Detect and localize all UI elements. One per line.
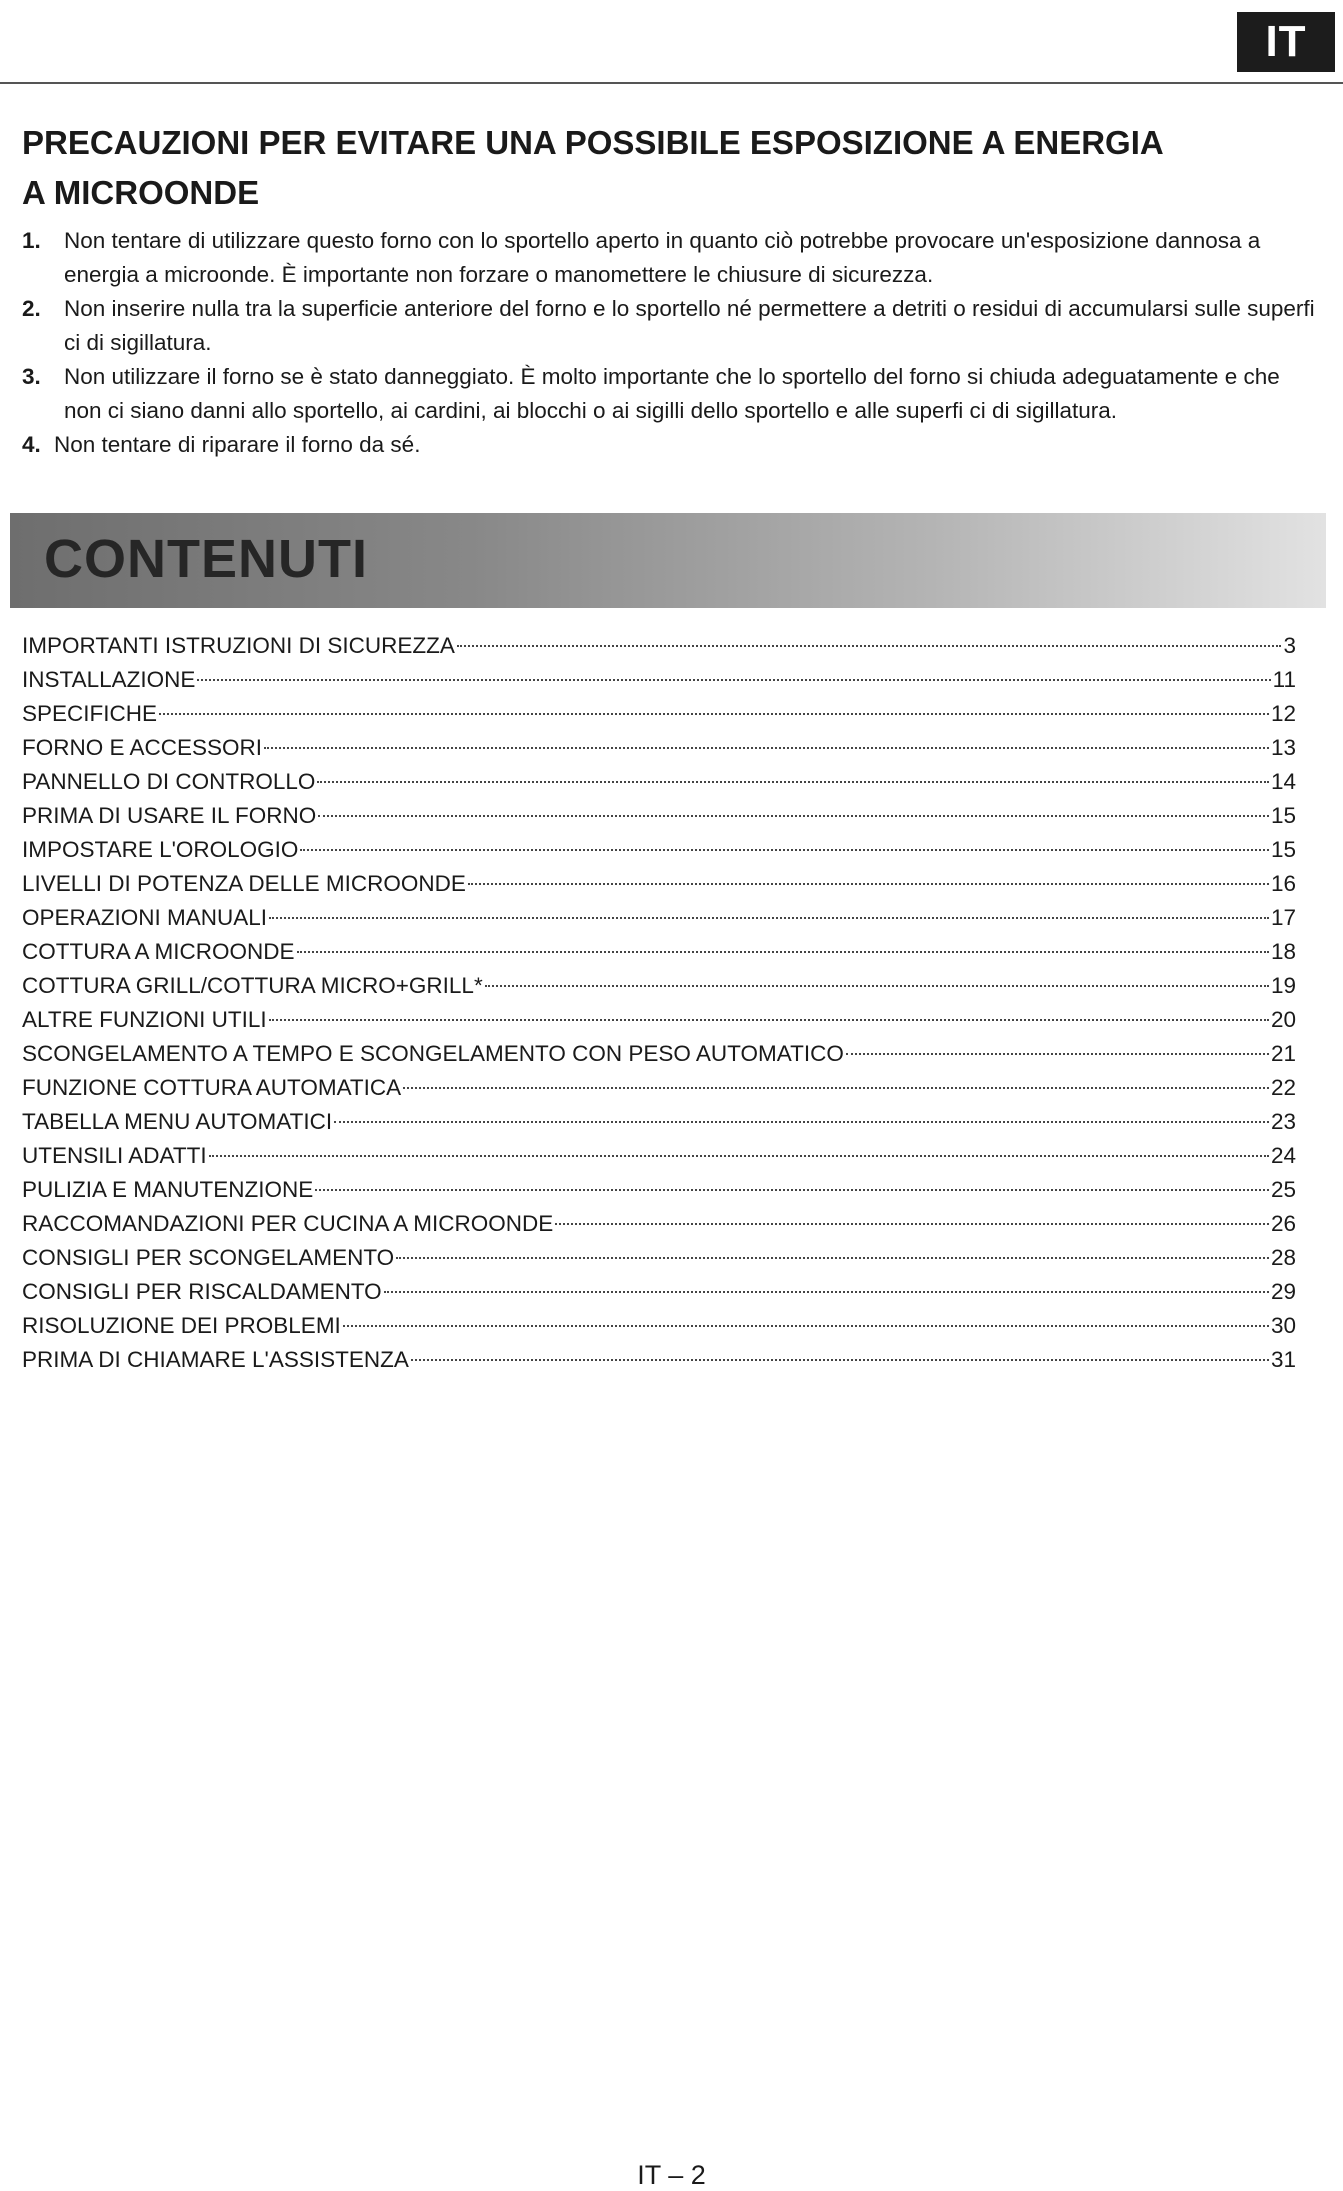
toc-entry-label: CONSIGLI PER RISCALDAMENTO: [22, 1279, 382, 1304]
toc-entry[interactable]: [22, 1241, 1296, 1275]
toc-entry[interactable]: [22, 1037, 1296, 1071]
toc-entry-page: 22: [1270, 1075, 1296, 1100]
precaution-text: Non tentare di utilizzare questo forno con lo sportello aperto in quanto ciò potrebbe provocare un'esposizione dannosa a energia a microonde. È importante non forzare o manomettere le chiusure di sicurezza.: [64, 228, 1261, 287]
precaution-item: [22, 224, 1322, 292]
toc-dot-leader: [159, 713, 1269, 715]
toc-dot-leader: [264, 747, 1269, 749]
toc-dot-leader: [457, 645, 1282, 647]
toc-entry-page: 16: [1270, 871, 1296, 896]
toc-entry-label: SPECIFICHE: [22, 701, 158, 726]
toc-entry[interactable]: [22, 901, 1296, 935]
toc-entry-label: FORNO E ACCESSORI: [22, 735, 263, 760]
toc-entry-label: RACCOMANDAZIONI PER CUCINA A MICROONDE: [22, 1211, 554, 1236]
toc-dot-leader: [396, 1257, 1269, 1259]
language-badge: IT: [1237, 12, 1335, 72]
toc-entry-label: PRIMA DI CHIAMARE L'ASSISTENZA: [22, 1347, 409, 1372]
toc-entry[interactable]: [22, 1173, 1296, 1207]
toc-entry[interactable]: [22, 1003, 1296, 1037]
toc-entry-label: PANNELLO DI CONTROLLO: [22, 769, 316, 794]
toc-entry[interactable]: [22, 935, 1296, 969]
precaution-item: [22, 360, 1322, 428]
toc-dot-leader: [403, 1087, 1269, 1089]
toc-entry-label: ALTRE FUNZIONI UTILI: [22, 1007, 267, 1032]
toc-entry[interactable]: [22, 1071, 1296, 1105]
toc-entry[interactable]: [22, 799, 1296, 833]
precaution-number: 4.: [22, 432, 41, 457]
toc-entry-label: OPERAZIONI MANUALI: [22, 905, 268, 930]
toc-entry-label: PULIZIA E MANUTENZIONE: [22, 1177, 314, 1202]
toc-dot-leader: [384, 1291, 1269, 1293]
contents-banner: [10, 513, 1326, 608]
toc-entry[interactable]: [22, 1105, 1296, 1139]
toc-entry[interactable]: [22, 697, 1296, 731]
toc-dot-leader: [197, 679, 1270, 681]
toc-entry-label: LIVELLI DI POTENZA DELLE MICROONDE: [22, 871, 466, 896]
toc-entry-page: 28: [1270, 1245, 1296, 1270]
page-number: IT – 2: [637, 2160, 706, 2190]
toc-entry-page: 24: [1270, 1143, 1296, 1168]
toc-entry[interactable]: [22, 1309, 1296, 1343]
toc-entry[interactable]: [22, 1343, 1296, 1377]
precautions-title-line1: PRECAUZIONI PER EVITARE UNA POSSIBILE ESPOSIZIONE A ENERGIA: [22, 124, 1164, 161]
toc-entry[interactable]: [22, 1207, 1296, 1241]
toc-entry-page: 18: [1270, 939, 1296, 964]
toc-dot-leader: [343, 1325, 1269, 1327]
precaution-item: [22, 428, 1322, 462]
precautions-title-line2: A MICROONDE: [22, 174, 260, 211]
toc-entry-page: 19: [1270, 973, 1296, 998]
toc-entry[interactable]: [22, 867, 1296, 901]
precaution-item: [22, 292, 1322, 360]
toc-entry-page: 21: [1270, 1041, 1296, 1066]
toc-entry-label: COTTURA A MICROONDE: [22, 939, 295, 964]
precaution-number: 2.: [22, 296, 41, 321]
toc-entry[interactable]: [22, 765, 1296, 799]
toc-entry-label: RISOLUZIONE DEI PROBLEMI: [22, 1313, 341, 1338]
toc-entry-page: 26: [1270, 1211, 1296, 1236]
toc-entry[interactable]: [22, 1139, 1296, 1173]
table-of-contents: [22, 629, 1296, 1377]
toc-entry-page: 30: [1270, 1313, 1296, 1338]
toc-entry-page: 15: [1270, 837, 1296, 862]
toc-dot-leader: [468, 883, 1269, 885]
toc-dot-leader: [297, 951, 1269, 953]
toc-dot-leader: [209, 1155, 1269, 1157]
precaution-text: Non inserire nulla tra la superficie anteriore del forno e lo sportello né permettere a detriti o residui di accumularsi sulle superfi ci di sigillatura.: [64, 296, 1315, 355]
precautions-list: [22, 224, 1322, 462]
precaution-text: Non utilizzare il forno se è stato danneggiato. È molto importante che lo sportello del forno si chiuda adeguatamente e che non ci siano danni allo sportello, ai cardini, ai blocchi o ai sigilli dello sportello e alle superfi ci di sigillatura.: [64, 364, 1280, 423]
toc-entry-page: 20: [1270, 1007, 1296, 1032]
toc-dot-leader: [555, 1223, 1269, 1225]
toc-entry-page: 17: [1270, 905, 1296, 930]
toc-entry-label: TABELLA MENU AUTOMATICI: [22, 1109, 333, 1134]
toc-entry-page: 31: [1270, 1347, 1296, 1372]
toc-entry-label: UTENSILI ADATTI: [22, 1143, 207, 1168]
toc-dot-leader: [411, 1359, 1269, 1361]
toc-entry-label: CONSIGLI PER SCONGELAMENTO: [22, 1245, 395, 1270]
toc-entry-page: 14: [1270, 769, 1296, 794]
toc-entry-page: 13: [1270, 735, 1296, 760]
toc-entry-label: IMPOSTARE L'OROLOGIO: [22, 837, 299, 862]
toc-entry-label: IMPORTANTI ISTRUZIONI DI SICUREZZA: [22, 633, 455, 658]
header-divider: [0, 82, 1343, 84]
toc-dot-leader: [318, 815, 1269, 817]
toc-entry-page: 23: [1270, 1109, 1296, 1134]
toc-entry-page: 11: [1272, 667, 1296, 692]
precaution-number: 3.: [22, 364, 41, 389]
toc-dot-leader: [317, 781, 1269, 783]
toc-entry-page: 25: [1270, 1177, 1296, 1202]
toc-entry[interactable]: [22, 969, 1296, 1003]
precautions-title: [22, 118, 1282, 218]
toc-entry-page: 29: [1270, 1279, 1296, 1304]
toc-entry-page: 15: [1270, 803, 1296, 828]
toc-entry[interactable]: [22, 833, 1296, 867]
toc-dot-leader: [315, 1189, 1269, 1191]
toc-entry-page: 12: [1270, 701, 1296, 726]
toc-entry[interactable]: [22, 731, 1296, 765]
toc-dot-leader: [846, 1053, 1269, 1055]
toc-dot-leader: [300, 849, 1269, 851]
toc-entry[interactable]: [22, 1275, 1296, 1309]
toc-entry[interactable]: [22, 629, 1296, 663]
toc-entry-label: COTTURA GRILL/COTTURA MICRO+GRILL*: [22, 973, 483, 998]
toc-entry-label: SCONGELAMENTO A TEMPO E SCONGELAMENTO CON PESO AUTOMATICO: [22, 1041, 844, 1066]
toc-dot-leader: [269, 917, 1269, 919]
toc-entry[interactable]: [22, 663, 1296, 697]
toc-entry-label: INSTALLAZIONE: [22, 667, 196, 692]
toc-dot-leader: [334, 1121, 1269, 1123]
contents-title: CONTENUTI: [44, 529, 368, 589]
toc-dot-leader: [485, 985, 1269, 987]
toc-entry-label: PRIMA DI USARE IL FORNO: [22, 803, 317, 828]
precaution-text: Non tentare di riparare il forno da sé.: [54, 432, 421, 457]
toc-entry-page: 3: [1283, 633, 1296, 658]
toc-entry-label: FUNZIONE COTTURA AUTOMATICA: [22, 1075, 402, 1100]
toc-dot-leader: [269, 1019, 1269, 1021]
precaution-number: 1.: [22, 228, 41, 253]
